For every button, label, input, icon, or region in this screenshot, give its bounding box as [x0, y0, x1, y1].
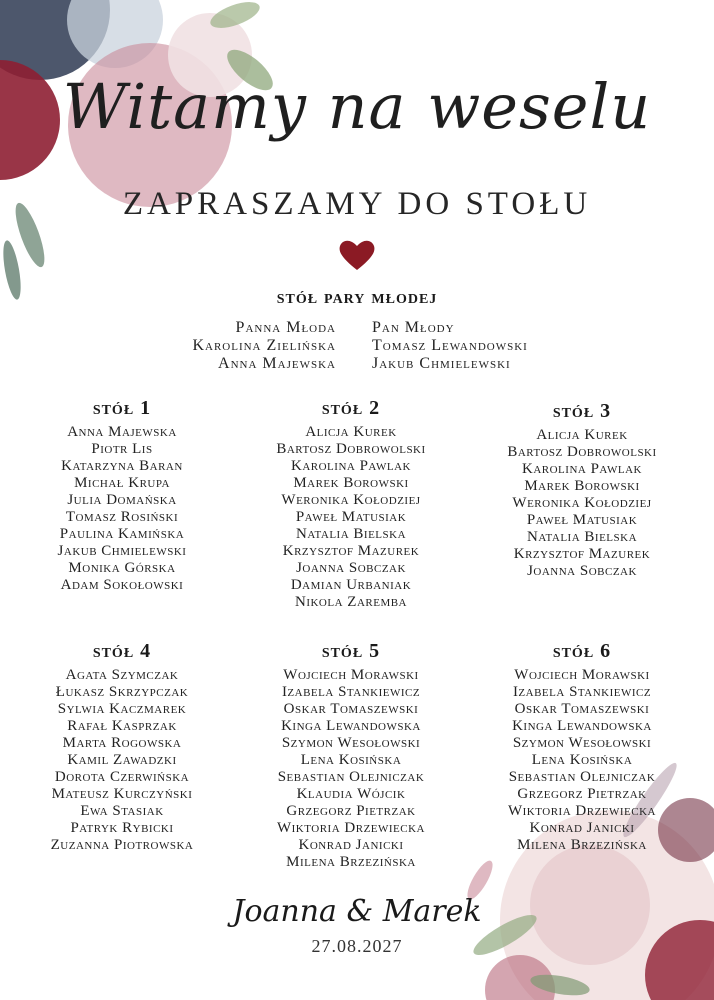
guest-name: Kamil Zawadzki — [67, 752, 177, 768]
table-title: stół 5 — [321, 640, 381, 662]
table-6 — [469, 640, 695, 854]
guest-name: Karolina Pawlak — [291, 458, 411, 474]
guest-name: Grzegorz Pietrzak — [286, 803, 416, 819]
guest-name: Piotr Lis — [91, 441, 153, 457]
guest-name: Zuzanna Piotrowska — [50, 837, 194, 853]
heart-icon — [338, 238, 376, 272]
guest-name: Izabela Stankiewicz — [281, 684, 421, 700]
guest-name: Monika Górska — [68, 560, 176, 576]
guest-name: Adam Sokołowski — [60, 577, 184, 593]
couple-table-left-column — [192, 319, 336, 373]
guest-name: Patryk Rybicki — [70, 820, 174, 836]
guest-name: Mateusz Kurczyński — [51, 786, 193, 802]
guest-name: Anna Majewska — [67, 424, 177, 440]
guest-name: Damian Urbaniak — [290, 577, 412, 593]
guest-name: Bartosz Dobrowolski — [507, 444, 657, 460]
guest-name: Konrad Janicki — [529, 820, 635, 836]
table-title: stół 3 — [552, 400, 612, 422]
guest-name: Ewa Stasiak — [80, 803, 164, 819]
couple-left-line: Panna Młoda — [235, 319, 336, 336]
guest-name: Sebastian Olejniczak — [277, 769, 425, 785]
guest-name: Izabela Stankiewicz — [512, 684, 652, 700]
guest-name: Dorota Czerwińska — [54, 769, 190, 785]
guest-name: Katarzyna Baran — [61, 458, 183, 474]
couple-table-title: stół pary młodej — [276, 286, 438, 308]
table-3 — [469, 400, 695, 580]
guest-name: Alicja Kurek — [536, 427, 628, 443]
guest-name: Rafał Kasprzak — [67, 718, 177, 734]
table-title: stół 4 — [92, 640, 152, 662]
guest-name: Krzysztof Mazurek — [282, 543, 420, 559]
guest-name: Oskar Tomaszewski — [283, 701, 419, 717]
guest-name: Michał Krupa — [74, 475, 170, 491]
table-title: stół 1 — [92, 397, 152, 419]
guest-name: Natalia Bielska — [295, 526, 407, 542]
couple-left-line: Anna Majewska — [218, 355, 336, 372]
guest-name: Nikola Zaremba — [294, 594, 408, 610]
guest-name: Wojciech Morawski — [283, 667, 419, 683]
guest-name: Klaudia Wójcik — [296, 786, 406, 802]
guest-name: Joanna Sobczak — [296, 560, 406, 576]
table-5 — [238, 640, 464, 871]
guest-name: Joanna Sobczak — [527, 563, 637, 579]
guest-name: Szymon Wesołowski — [512, 735, 652, 751]
guest-name: Paulina Kamińska — [59, 526, 185, 542]
couple-left-line: Karolina Zielińska — [192, 337, 336, 354]
table-4 — [9, 640, 235, 854]
couple-signature: Joanna & Marek — [232, 894, 482, 929]
guest-name: Karolina Pawlak — [522, 461, 642, 477]
guest-name: Agata Szymczak — [65, 667, 179, 683]
guest-name: Sylwia Kaczmarek — [57, 701, 187, 717]
guest-name: Jakub Chmielewski — [57, 543, 187, 559]
guest-name: Tomasz Rosiński — [65, 509, 179, 525]
guest-name: Wojciech Morawski — [514, 667, 650, 683]
couple-right-line: Pan Młody — [372, 319, 455, 336]
guest-name: Marek Borowski — [524, 478, 640, 494]
table-title: stół 2 — [321, 397, 381, 419]
page-subtitle: ZAPRASZAMY DO STOŁU — [122, 186, 592, 222]
table-1 — [9, 397, 235, 594]
guest-name: Wiktoria Drzewiecka — [507, 803, 657, 819]
guest-name: Weronika Kołodziej — [512, 495, 652, 511]
guest-name: Grzegorz Pietrzak — [517, 786, 647, 802]
guest-name: Milena Brzezińska — [286, 854, 416, 870]
guest-name: Wiktoria Drzewiecka — [276, 820, 426, 836]
guest-name: Kinga Lewandowska — [512, 718, 652, 734]
guest-name: Sebastian Olejniczak — [508, 769, 656, 785]
table-title: stół 6 — [552, 640, 612, 662]
guest-name: Bartosz Dobrowolski — [276, 441, 426, 457]
guest-name: Konrad Janicki — [298, 837, 404, 853]
guest-name: Kinga Lewandowska — [281, 718, 421, 734]
guest-name: Krzysztof Mazurek — [513, 546, 651, 562]
wedding-date: 27.08.2027 — [311, 936, 403, 956]
guest-name: Lena Kosińska — [300, 752, 402, 768]
couple-right-line: Jakub Chmielewski — [372, 355, 511, 372]
page-title: Witamy na weselu — [62, 70, 652, 143]
guest-name: Milena Brzezińska — [517, 837, 647, 853]
guest-name: Weronika Kołodziej — [281, 492, 421, 508]
guest-name: Marta Rogowska — [62, 735, 182, 751]
couple-right-line: Tomasz Lewandowski — [372, 337, 528, 354]
guest-name: Julia Domańska — [67, 492, 177, 508]
guest-name: Paweł Matusiak — [295, 509, 407, 525]
guest-name: Alicja Kurek — [305, 424, 397, 440]
guest-name: Oskar Tomaszewski — [514, 701, 650, 717]
guest-name: Paweł Matusiak — [526, 512, 638, 528]
guest-name: Łukasz Skrzypczak — [55, 684, 189, 700]
table-2 — [238, 397, 464, 611]
guest-name: Natalia Bielska — [526, 529, 638, 545]
guest-name: Marek Borowski — [293, 475, 409, 491]
guest-name: Szymon Wesołowski — [281, 735, 421, 751]
couple-table-right-column — [372, 319, 528, 373]
guest-name: Lena Kosińska — [531, 752, 633, 768]
